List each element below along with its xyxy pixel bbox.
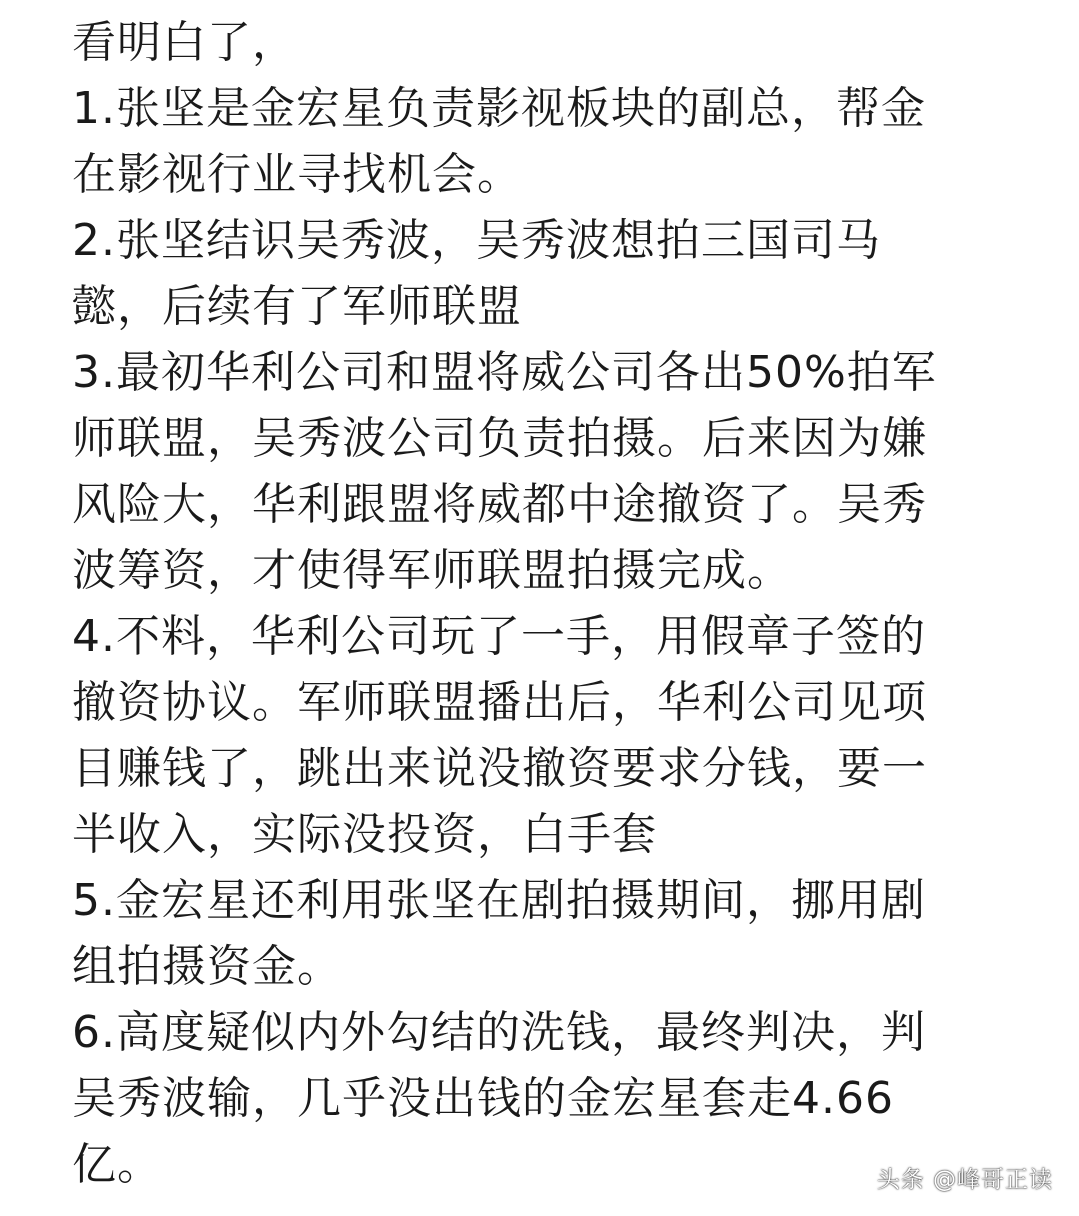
post-text-block: [72, 10, 1012, 1198]
text-line: 1.张坚是金宏星负责影视板块的副总，帮金: [72, 83, 926, 134]
text-line: 目赚钱了，跳出来说没撤资要求分钱，要一: [72, 743, 927, 794]
text-line: 半收入，实际没投资，白手套: [72, 809, 657, 860]
text-line: 师联盟，吴秀波公司负责拍摄。后来因为嫌: [72, 413, 927, 464]
toutiao-watermark: 头条 @峰哥正读: [876, 1167, 1053, 1193]
text-line: 风险大，华利跟盟将威都中途撤资了。吴秀: [72, 479, 927, 530]
text-line: 4.不料，华利公司玩了一手，用假章子签的: [72, 611, 926, 662]
text-line: 2.张坚结识吴秀波，吴秀波想拍三国司马: [72, 215, 881, 266]
text-line: 在影视行业寻找机会。: [72, 149, 522, 200]
text-line: 组拍摄资金。: [72, 941, 342, 992]
text-line: 6.高度疑似内外勾结的洗钱，最终判决，判: [72, 1007, 926, 1058]
text-line: 撤资协议。军师联盟播出后，华利公司见项: [72, 677, 927, 728]
text-line: 懿，后续有了军师联盟: [72, 281, 522, 332]
text-line: 5.金宏星还利用张坚在剧拍摄期间，挪用剧: [72, 875, 926, 926]
text-line: 看明白了，: [72, 17, 297, 68]
text-line: 亿。: [72, 1139, 162, 1190]
text-line: 3.最初华利公司和盟将威公司各出50%拍军: [72, 347, 937, 398]
text-line: 吴秀波输，几乎没出钱的金宏星套走4.66: [72, 1073, 894, 1124]
text-line: 波筹资，才使得军师联盟拍摄完成。: [72, 545, 792, 596]
